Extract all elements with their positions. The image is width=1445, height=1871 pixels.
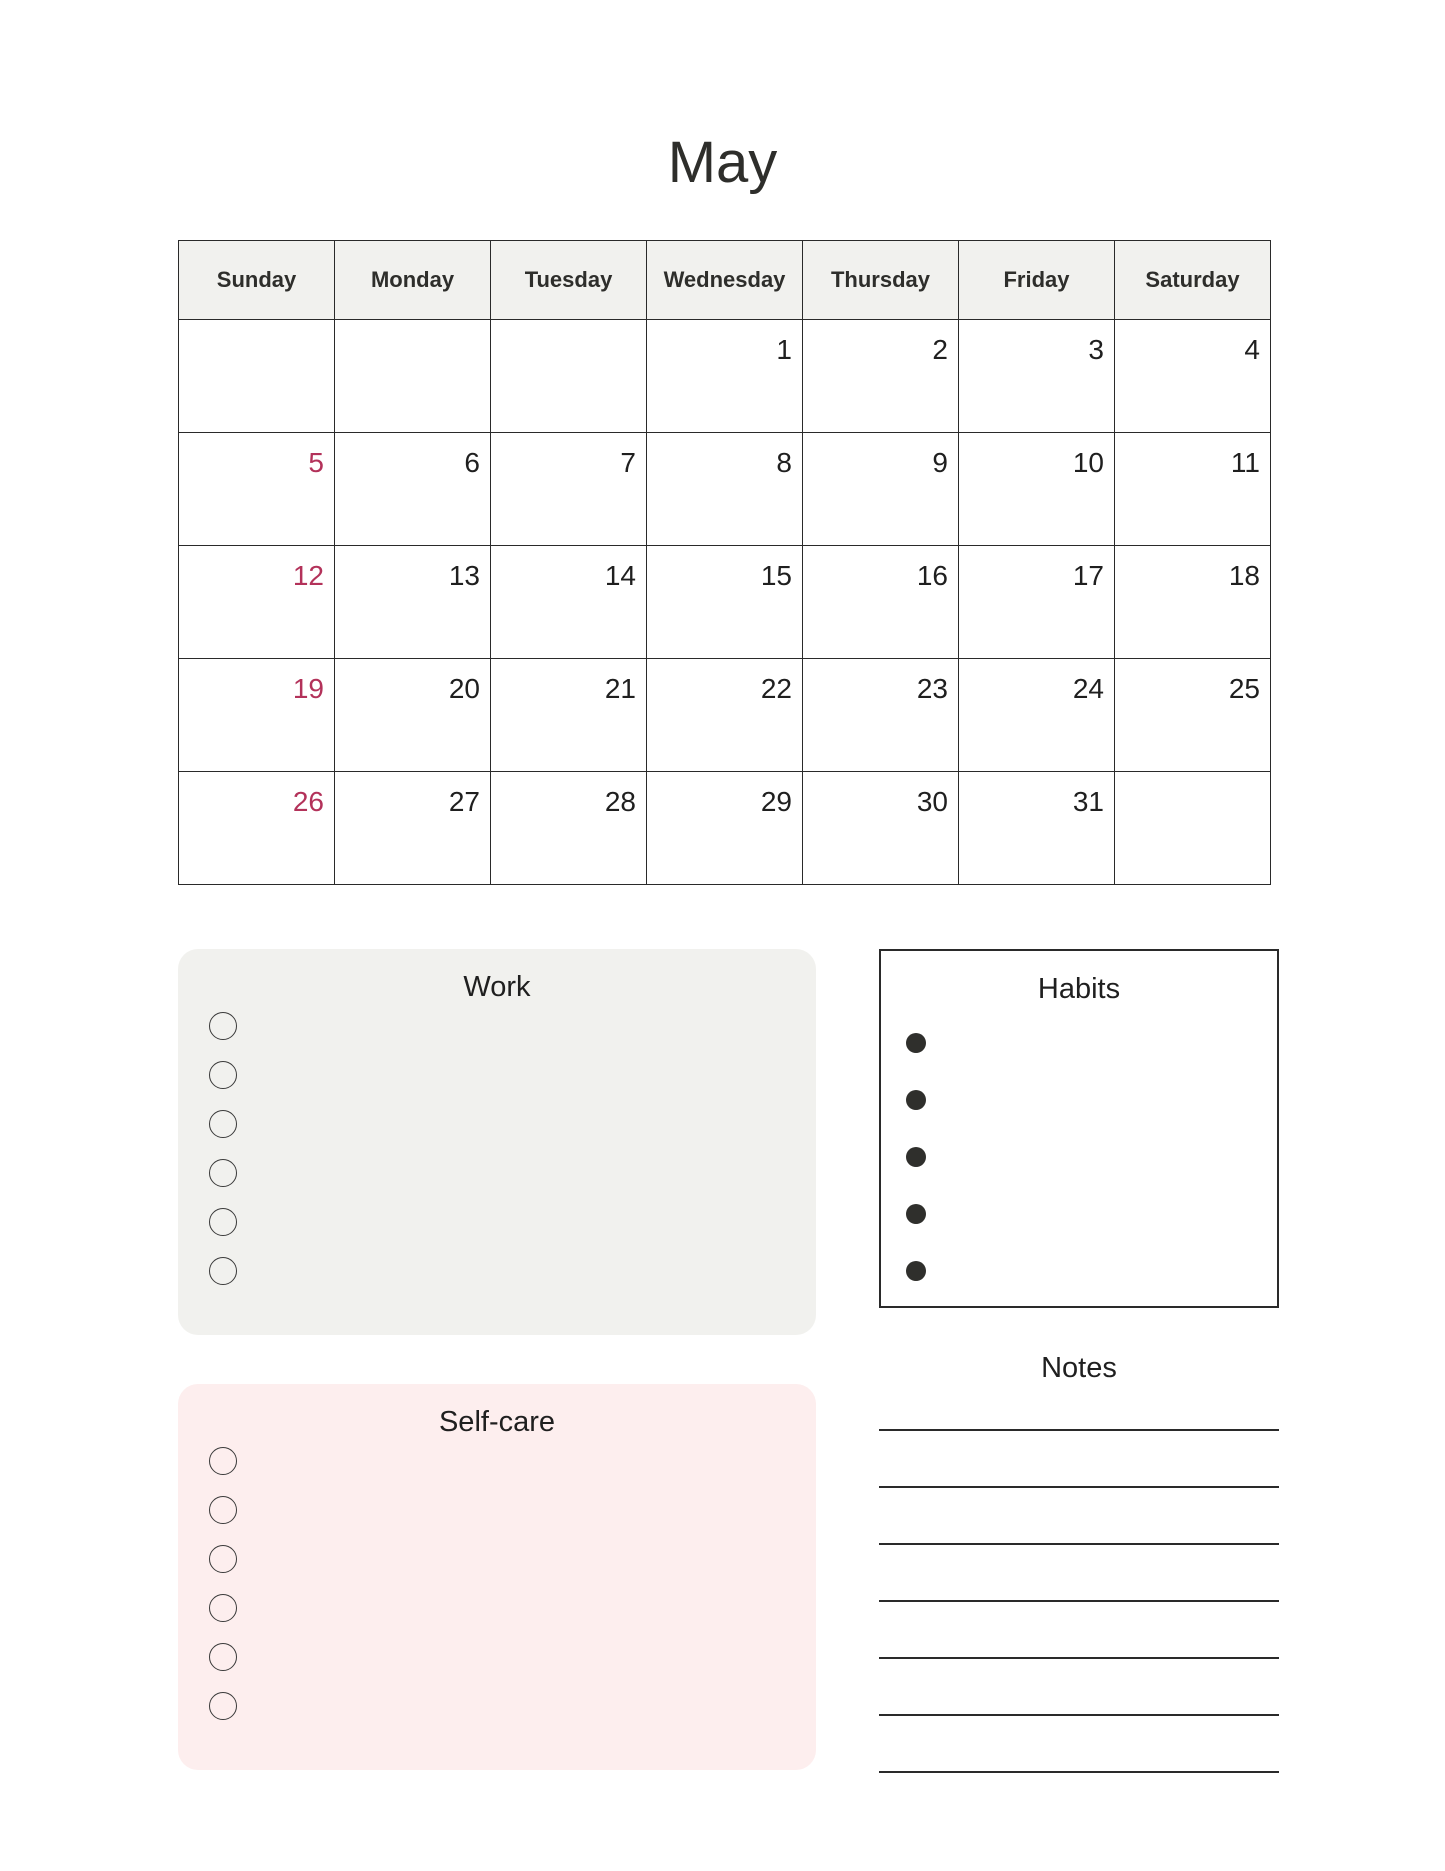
checkbox-circle-icon[interactable] [209, 1447, 237, 1475]
calendar-week-row [179, 772, 1271, 885]
calendar-day-cell[interactable] [803, 659, 959, 772]
day-number: 7 [620, 447, 636, 478]
calendar-day-cell[interactable] [1115, 546, 1271, 659]
day-number: 26 [292, 786, 324, 817]
calendar-day-cell[interactable] [647, 320, 803, 433]
habits-list [906, 1033, 926, 1318]
day-number [636, 331, 646, 345]
calendar-grid [178, 240, 1271, 885]
day-number: 6 [464, 447, 480, 478]
weekday-friday: Friday [959, 241, 1115, 320]
calendar-day-cell[interactable] [959, 320, 1115, 433]
day-number [324, 331, 334, 345]
calendar-week-row [179, 433, 1271, 546]
calendar-day-cell[interactable] [647, 546, 803, 659]
habit-item [906, 1204, 926, 1261]
weekday-sunday: Sunday [179, 241, 335, 320]
bullet-dot-icon [906, 1033, 926, 1053]
day-number [1260, 783, 1270, 797]
note-line[interactable] [879, 1486, 1279, 1488]
calendar-day-cell[interactable] [803, 546, 959, 659]
calendar-day-cell[interactable] [335, 546, 491, 659]
calendar-week-row [179, 659, 1271, 772]
bullet-dot-icon [906, 1147, 926, 1167]
bullet-dot-icon [906, 1261, 926, 1281]
note-line[interactable] [879, 1543, 1279, 1545]
day-number: 29 [760, 786, 792, 817]
day-number: 9 [932, 447, 948, 478]
day-number: 22 [760, 673, 792, 704]
checkbox-circle-icon[interactable] [209, 1496, 237, 1524]
habit-item [906, 1033, 926, 1090]
day-number: 2 [932, 334, 948, 365]
note-line[interactable] [879, 1657, 1279, 1659]
work-checklist [209, 1012, 237, 1306]
checkbox-circle-icon[interactable] [209, 1692, 237, 1720]
habit-item [906, 1261, 926, 1318]
checklist-item [209, 1447, 237, 1496]
day-number: 11 [1230, 447, 1260, 478]
work-panel [178, 949, 816, 1335]
habits-title: Habits [1037, 973, 1121, 1005]
calendar-day-cell[interactable] [803, 320, 959, 433]
checklist-item [209, 1545, 237, 1594]
self-care-checklist [209, 1447, 237, 1741]
calendar-day-cell[interactable] [179, 772, 335, 885]
checklist-item [209, 1692, 237, 1741]
calendar-day-cell[interactable] [647, 659, 803, 772]
checkbox-circle-icon[interactable] [209, 1159, 237, 1187]
calendar-day-cell[interactable] [491, 659, 647, 772]
calendar-day-cell[interactable] [491, 772, 647, 885]
day-number: 1 [776, 334, 792, 365]
checkbox-circle-icon[interactable] [209, 1208, 237, 1236]
calendar-day-cell[interactable] [179, 546, 335, 659]
day-number: 13 [448, 560, 480, 591]
calendar-day-cell[interactable] [959, 659, 1115, 772]
calendar-day-cell[interactable] [803, 772, 959, 885]
calendar-week-row [179, 546, 1271, 659]
calendar-day-cell[interactable] [335, 320, 491, 433]
bullet-dot-icon [906, 1204, 926, 1224]
day-number [480, 331, 490, 345]
bullet-dot-icon [906, 1090, 926, 1110]
habit-item [906, 1090, 926, 1147]
notes-lines [879, 1429, 1279, 1828]
calendar-day-cell[interactable] [335, 433, 491, 546]
weekday-monday: Monday [335, 241, 491, 320]
day-number: 20 [448, 673, 480, 704]
checkbox-circle-icon[interactable] [209, 1257, 237, 1285]
checkbox-circle-icon[interactable] [209, 1643, 237, 1671]
notes-title: Notes [1041, 1352, 1117, 1384]
day-number: 8 [776, 447, 792, 478]
work-title: Work [463, 971, 531, 1003]
calendar-day-cell[interactable] [1115, 772, 1271, 885]
calendar-day-cell[interactable] [491, 546, 647, 659]
calendar-day-cell[interactable] [959, 546, 1115, 659]
day-number: 30 [916, 786, 948, 817]
calendar-day-cell[interactable] [647, 772, 803, 885]
checklist-item [209, 1110, 237, 1159]
calendar-day-cell[interactable] [959, 772, 1115, 885]
note-line[interactable] [879, 1429, 1279, 1431]
note-line[interactable] [879, 1600, 1279, 1602]
day-number: 28 [604, 786, 636, 817]
self-care-panel [178, 1384, 816, 1770]
checkbox-circle-icon[interactable] [209, 1012, 237, 1040]
day-number: 23 [916, 673, 948, 704]
calendar-day-cell[interactable] [179, 320, 335, 433]
weekday-header-row [179, 241, 1271, 320]
day-number: 19 [292, 673, 324, 704]
day-number: 5 [308, 447, 324, 478]
calendar-day-cell[interactable] [335, 659, 491, 772]
day-number: 16 [916, 560, 948, 591]
day-number: 24 [1072, 673, 1104, 704]
checklist-item [209, 1643, 237, 1692]
day-number: 21 [604, 673, 636, 704]
calendar-day-cell[interactable] [179, 659, 335, 772]
calendar-day-cell[interactable] [1115, 320, 1271, 433]
calendar-day-cell[interactable] [179, 433, 335, 546]
habit-item [906, 1147, 926, 1204]
habits-panel [879, 949, 1279, 1308]
weekday-tuesday: Tuesday [491, 241, 647, 320]
calendar-day-cell[interactable] [491, 320, 647, 433]
day-number: 15 [760, 560, 792, 591]
day-number: 31 [1072, 786, 1104, 817]
checklist-item [209, 1208, 237, 1257]
calendar-day-cell[interactable] [1115, 659, 1271, 772]
day-number: 10 [1072, 447, 1104, 478]
month-title: May [667, 130, 778, 195]
checklist-item [209, 1257, 237, 1306]
calendar-day-cell[interactable] [1115, 433, 1271, 546]
calendar-day-cell[interactable] [959, 433, 1115, 546]
checkbox-circle-icon[interactable] [209, 1545, 237, 1573]
day-number: 14 [604, 560, 636, 591]
weekday-wednesday: Wednesday [647, 241, 803, 320]
checklist-item [209, 1159, 237, 1208]
day-number: 12 [292, 560, 324, 591]
day-number: 25 [1228, 673, 1260, 704]
weekday-thursday: Thursday [803, 241, 959, 320]
calendar-weeks [179, 320, 1271, 885]
weekday-saturday: Saturday [1115, 241, 1271, 320]
calendar-day-cell[interactable] [647, 433, 803, 546]
calendar-day-cell[interactable] [803, 433, 959, 546]
checklist-item [209, 1496, 237, 1545]
note-line[interactable] [879, 1771, 1279, 1773]
self-care-title: Self-care [438, 1406, 556, 1438]
calendar-day-cell[interactable] [491, 433, 647, 546]
note-line[interactable] [879, 1714, 1279, 1716]
checklist-item [209, 1061, 237, 1110]
calendar-week-row [179, 320, 1271, 433]
day-number: 4 [1244, 334, 1260, 365]
day-number: 27 [448, 786, 480, 817]
checkbox-circle-icon[interactable] [209, 1594, 237, 1622]
checkbox-circle-icon[interactable] [209, 1061, 237, 1089]
checklist-item [209, 1594, 237, 1643]
day-number: 18 [1228, 560, 1260, 591]
day-number: 17 [1072, 560, 1104, 591]
calendar-day-cell[interactable] [335, 772, 491, 885]
checkbox-circle-icon[interactable] [209, 1110, 237, 1138]
checklist-item [209, 1012, 237, 1061]
day-number: 3 [1088, 334, 1104, 365]
